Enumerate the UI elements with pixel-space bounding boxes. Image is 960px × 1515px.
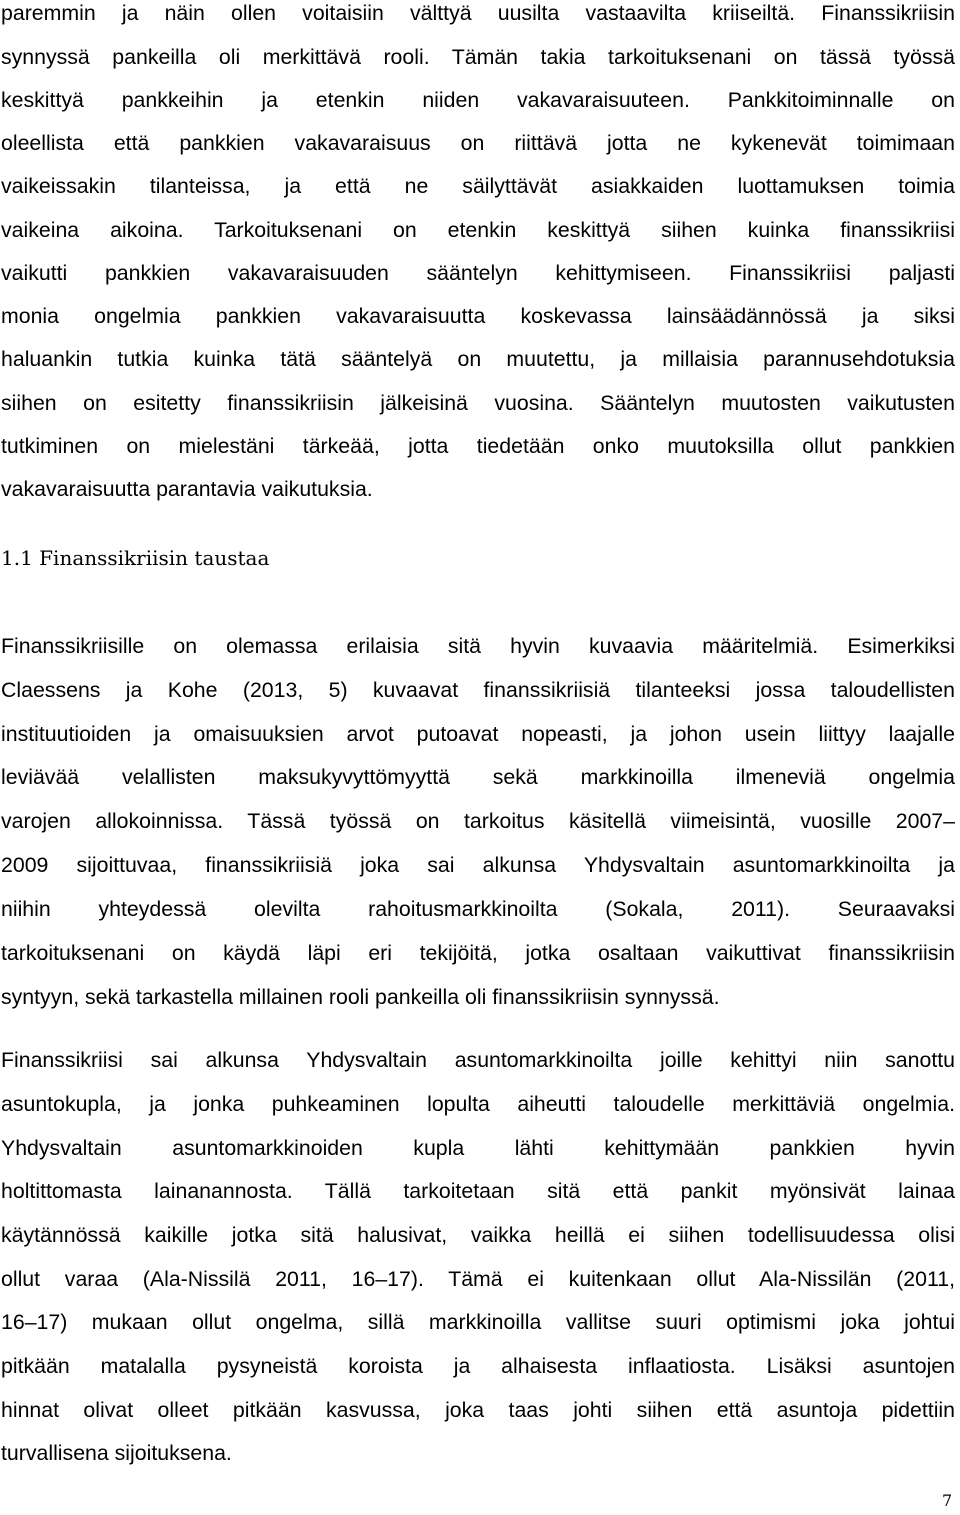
paragraph-line: vaikeissakin tilanteissa, ja että ne säilyttävät asiakkaiden luottamuksen toimia: [1, 174, 955, 198]
paragraph-line: 2009 sijoittuvaa, finanssikriisiä joka sai alkunsa Yhdysvaltain asuntomarkkinoilta ja: [1, 853, 955, 877]
page-number: 7: [942, 1491, 953, 1510]
paragraph-line: syntyyn, sekä tarkastella millainen rooli pankeilla oli finanssikriisin synnyssä.: [1, 985, 720, 1009]
paragraph-line: varojen allokoinnissa. Tässä työssä on tarkoitus käsitellä viimeisintä, vuosille 2007–: [1, 809, 955, 833]
paragraph-line: tarkoituksenani on käydä läpi eri tekijöitä, jotka osaltaan vaikuttivat finanssikriisin: [1, 941, 955, 965]
paragraph-line: haluankin tutkia kuinka tätä sääntelyä on muutettu, ja millaisia parannusehdotuksia: [1, 347, 955, 371]
section-heading: 1.1 Finanssikriisin taustaa: [1, 546, 270, 570]
paragraph-line: vaikutti pankkien vakavaraisuuden sääntelyn kehittymiseen. Finanssikriisi paljasti: [1, 261, 955, 285]
paragraph-line: ollut varaa (Ala-Nissilä 2011, 16–17). Tämä ei kuitenkaan ollut Ala-Nissilän (2011,: [1, 1267, 955, 1291]
paragraph-line: niihin yhteydessä olevilta rahoitusmarkkinoilta (Sokala, 2011). Seuraavaksi: [1, 897, 955, 921]
paragraph-line: käytännössä kaikille jotka sitä halusivat, vaikka heillä ei siihen todellisuudessa olisi: [1, 1223, 955, 1247]
paragraph-line: Claessens ja Kohe (2013, 5) kuvaavat finanssikriisiä tilanteeksi jossa taloudellisten: [1, 678, 955, 702]
paragraph-line: pitkään matalalla pysyneistä koroista ja alhaisesta inflaatiosta. Lisäksi asuntojen: [1, 1354, 955, 1378]
paragraph-line: turvallisena sijoituksena.: [1, 1441, 232, 1465]
paragraph-line: asuntokupla, ja jonka puhkeaminen lopulta aiheutti taloudelle merkittäviä ongelmia.: [1, 1092, 955, 1116]
paragraph-line: Finanssikriisille on olemassa erilaisia sitä hyvin kuvaavia määritelmiä. Esimerkiksi: [1, 634, 955, 658]
paragraph-line: holtittomasta lainanannosta. Tällä tarkoitetaan sitä että pankit myönsivät lainaa: [1, 1179, 955, 1203]
paragraph-line: keskittyä pankkeihin ja etenkin niiden vakavaraisuuteen. Pankkitoiminnalle on: [1, 88, 955, 112]
paragraph-line: oleellista että pankkien vakavaraisuus on riittävä jotta ne kykenevät toimimaan: [1, 131, 955, 155]
paragraph-line: hinnat olivat olleet pitkään kasvussa, joka taas johti siihen että asuntoja pidettiin: [1, 1398, 955, 1422]
paragraph-line: monia ongelmia pankkien vakavaraisuutta koskevassa lainsäädännössä ja siksi: [1, 304, 955, 328]
paragraph-line: synnyssä pankeilla oli merkittävä rooli. Tämän takia tarkoituksenani on tässä työssä: [1, 45, 955, 69]
paragraph-line: Yhdysvaltain asuntomarkkinoiden kupla lähti kehittymään pankkien hyvin: [1, 1136, 955, 1160]
paragraph-line: siihen on esitetty finanssikriisin jälkeisinä vuosina. Sääntelyn muutosten vaikutusten: [1, 391, 955, 415]
paragraph-line: instituutioiden ja omaisuuksien arvot putoavat nopeasti, ja johon usein liittyy laajalle: [1, 722, 955, 746]
paragraph-line: Finanssikriisi sai alkunsa Yhdysvaltain asuntomarkkinoilta joille kehittyi niin sanottu: [1, 1048, 955, 1072]
paragraph-line: tutkiminen on mielestäni tärkeää, jotta tiedetään onko muutoksilla ollut pankkien: [1, 434, 955, 458]
paragraph-line: vakavaraisuutta parantavia vaikutuksia.: [1, 477, 373, 501]
paragraph-line: vaikeina aikoina. Tarkoituksenani on etenkin keskittyä siihen kuinka finanssikriisi: [1, 218, 955, 242]
paragraph-line: leviävää velallisten maksukyvyttömyyttä sekä markkinoilla ilmeneviä ongelmia: [1, 765, 955, 789]
paragraph-line: paremmin ja näin ollen voitaisiin välttyä uusilta vastaavilta kriiseiltä. Finanssikriisin: [1, 1, 955, 25]
paragraph-line: 16–17) mukaan ollut ongelma, sillä markkinoilla vallitse suuri optimismi joka johtui: [1, 1310, 955, 1334]
